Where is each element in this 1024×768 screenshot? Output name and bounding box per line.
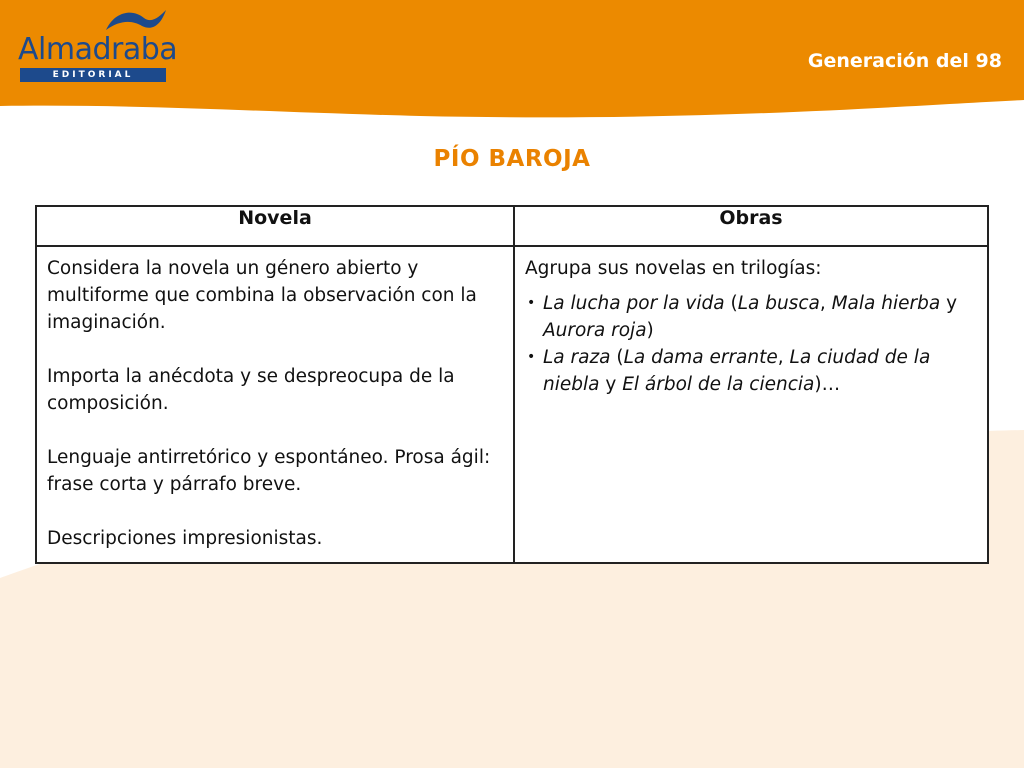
conjunction: y — [599, 374, 623, 395]
header-obras: Obras — [514, 206, 988, 246]
novela-paragraph: Importa la anécdota y se despreocupa de la composición. — [47, 366, 455, 414]
punct: ( — [724, 293, 738, 314]
page-title: PÍO BAROJA — [433, 146, 591, 172]
logo-subtitle: EDITORIAL — [20, 68, 166, 82]
novel-title: La busca — [737, 293, 820, 314]
novela-cell — [36, 246, 514, 563]
punct: , — [819, 293, 832, 314]
header-novela: Novela — [36, 206, 514, 246]
table-header-row — [36, 206, 988, 246]
header-title: Generación del 98 — [807, 50, 1002, 72]
punct: ) — [646, 320, 654, 341]
punct: )… — [814, 374, 841, 395]
list-item — [543, 290, 977, 344]
novels-table — [35, 205, 989, 564]
trilogy-title: La raza — [543, 347, 611, 368]
novela-paragraph: Considera la novela un género abierto y multiforme que combina la observación con la imaginación. — [47, 258, 477, 333]
trilogy-list — [525, 290, 977, 398]
logo-name: Almadraba — [18, 32, 178, 67]
table-row — [36, 246, 988, 563]
punct: , — [777, 347, 790, 368]
trilogy-title: La lucha por la vida — [543, 293, 725, 314]
novel-title: La dama errante — [623, 347, 778, 368]
punct: ( — [610, 347, 624, 368]
novel-title: La ciudad de la niebla — [543, 347, 931, 395]
novel-title: Aurora roja — [543, 320, 647, 341]
almadraba-logo — [18, 6, 178, 80]
conjunction: y — [940, 293, 958, 314]
novel-title: Mala hierba — [831, 293, 941, 314]
obras-intro: Agrupa sus novelas en trilogías: — [525, 258, 822, 279]
novel-title: El árbol de la ciencia — [622, 374, 815, 395]
novela-paragraph: Descripciones impresionistas. — [47, 528, 323, 549]
list-item — [543, 344, 977, 398]
obras-cell — [514, 246, 988, 563]
novela-paragraph: Lenguaje antirretórico y espontáneo. Prosa ágil: frase corta y párrafo breve. — [47, 447, 491, 495]
